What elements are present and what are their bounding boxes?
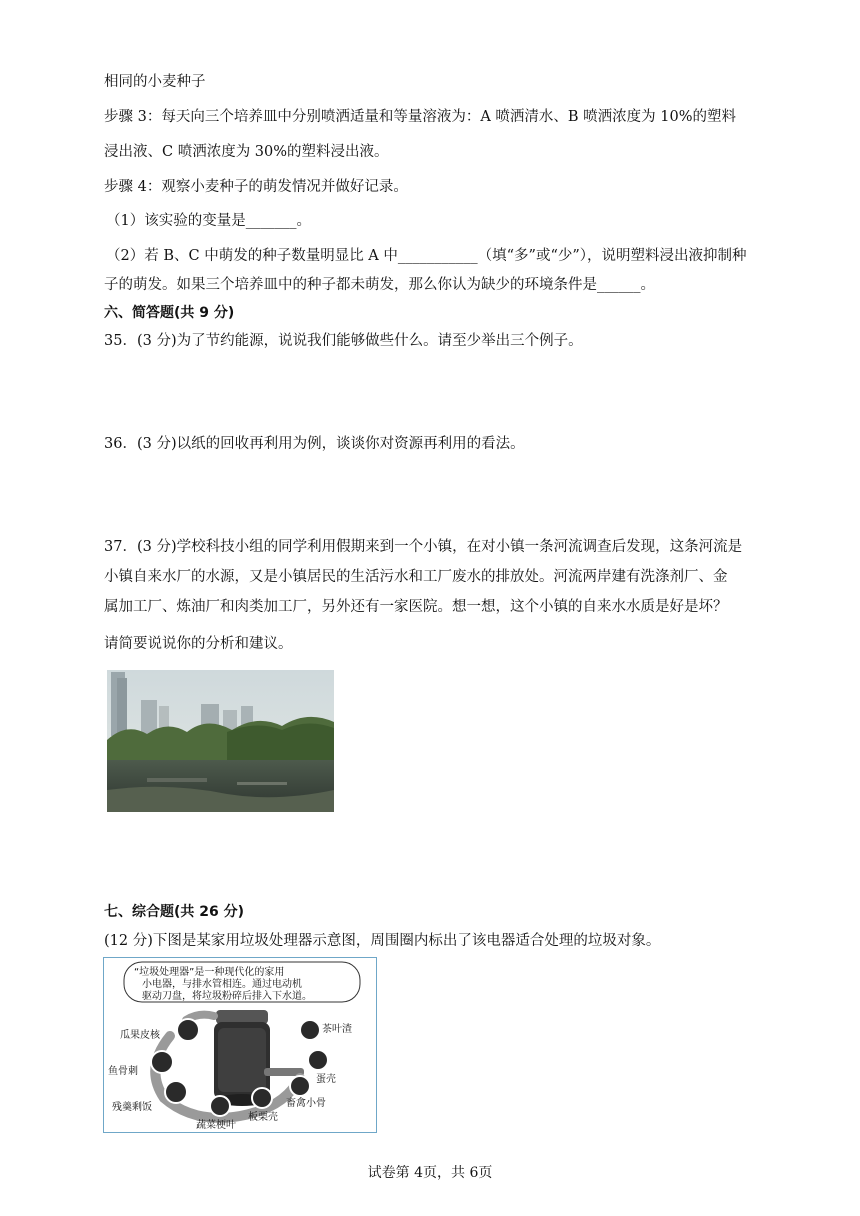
question-37-line: 37．(3 分)学校科技小组的同学利用假期来到一个小镇，在对小镇一条河流调查后发现，这条河流是	[104, 539, 743, 555]
leftovers-icon	[165, 1081, 187, 1103]
fruit-peel-icon	[177, 1019, 199, 1041]
eggshell-icon	[308, 1050, 328, 1070]
text-line: 相同的小麦种子	[104, 74, 206, 90]
question-37-line: 请简要说说你的分析和建议。	[104, 636, 293, 652]
text-line: 步骤 3：每天向三个培养皿中分别喷洒适量和等量溶液为：A 喷洒清水、B 喷洒浓度为 10%的塑料	[104, 109, 737, 125]
river-photo	[107, 670, 334, 812]
label-vegetable: 蔬菜梗叶	[196, 1120, 236, 1131]
tea-icon	[300, 1020, 320, 1040]
caption-line: 小电器，与排水管相连。通过电动机	[142, 979, 302, 990]
question-2: （2）若 B、C 中萌发的种子数量明显比 A 中___________（填“多”或“少”），说明塑料浸出液抑制种	[106, 248, 747, 264]
page-footer: 试卷第 4页，共 6页	[367, 1165, 493, 1181]
label-leftovers: 残羹剩饭	[112, 1102, 152, 1113]
vegetable-icon	[210, 1096, 230, 1116]
disposer-diagram	[103, 957, 377, 1133]
section-7-intro: (12 分)下图是某家用垃圾处理器示意图，周围圈内标出了该电器适合处理的垃圾对象。	[104, 933, 661, 949]
section-heading-6: 六、简答题(共 9 分)	[104, 305, 235, 321]
poultry-bone-icon	[290, 1076, 310, 1096]
fish-bone-icon	[151, 1051, 173, 1073]
caption-line: 驱动刀盘，将垃圾粉碎后排入下水道。	[142, 991, 312, 1002]
label-fruit-peel: 瓜果皮核	[120, 1030, 160, 1041]
text-line: 浸出液、C 喷洒浓度为 30%的塑料浸出液。	[104, 144, 389, 160]
text-line: 步骤 4：观察小麦种子的萌发情况并做好记录。	[104, 179, 408, 195]
label-chestnut: 板栗壳	[248, 1112, 278, 1123]
question-35: 35．(3 分)为了节约能源，说说我们能够做些什么。请至少举出三个例子。	[104, 333, 583, 349]
question-1: （1）该实验的变量是_______。	[106, 213, 311, 229]
chestnut-icon	[252, 1088, 272, 1108]
caption-line: “垃圾处理器”是一种现代化的家用	[134, 967, 285, 978]
label-fish-bone: 鱼骨刺	[108, 1066, 138, 1077]
section-heading-7: 七、综合题(共 26 分)	[104, 904, 245, 920]
label-eggshell: 蛋壳	[316, 1074, 336, 1085]
label-poultry-bone: 畜禽小骨	[286, 1098, 326, 1109]
question-37-line: 小镇自来水厂的水源，又是小镇居民的生活污水和工厂废水的排放处。河流两岸建有洗涤剂厂、金	[104, 569, 728, 585]
label-tea: 茶叶渣	[322, 1024, 352, 1035]
text-line: 子的萌发。如果三个培养皿中的种子都未萌发，那么你认为缺少的环境条件是______。	[104, 277, 655, 293]
question-36: 36．(3 分)以纸的回收再利用为例，谈谈你对资源再利用的看法。	[104, 436, 525, 452]
question-37-line: 属加工厂、炼油厂和肉类加工厂，另外还有一家医院。想一想，这个小镇的自来水水质是好是坏？	[104, 599, 728, 615]
